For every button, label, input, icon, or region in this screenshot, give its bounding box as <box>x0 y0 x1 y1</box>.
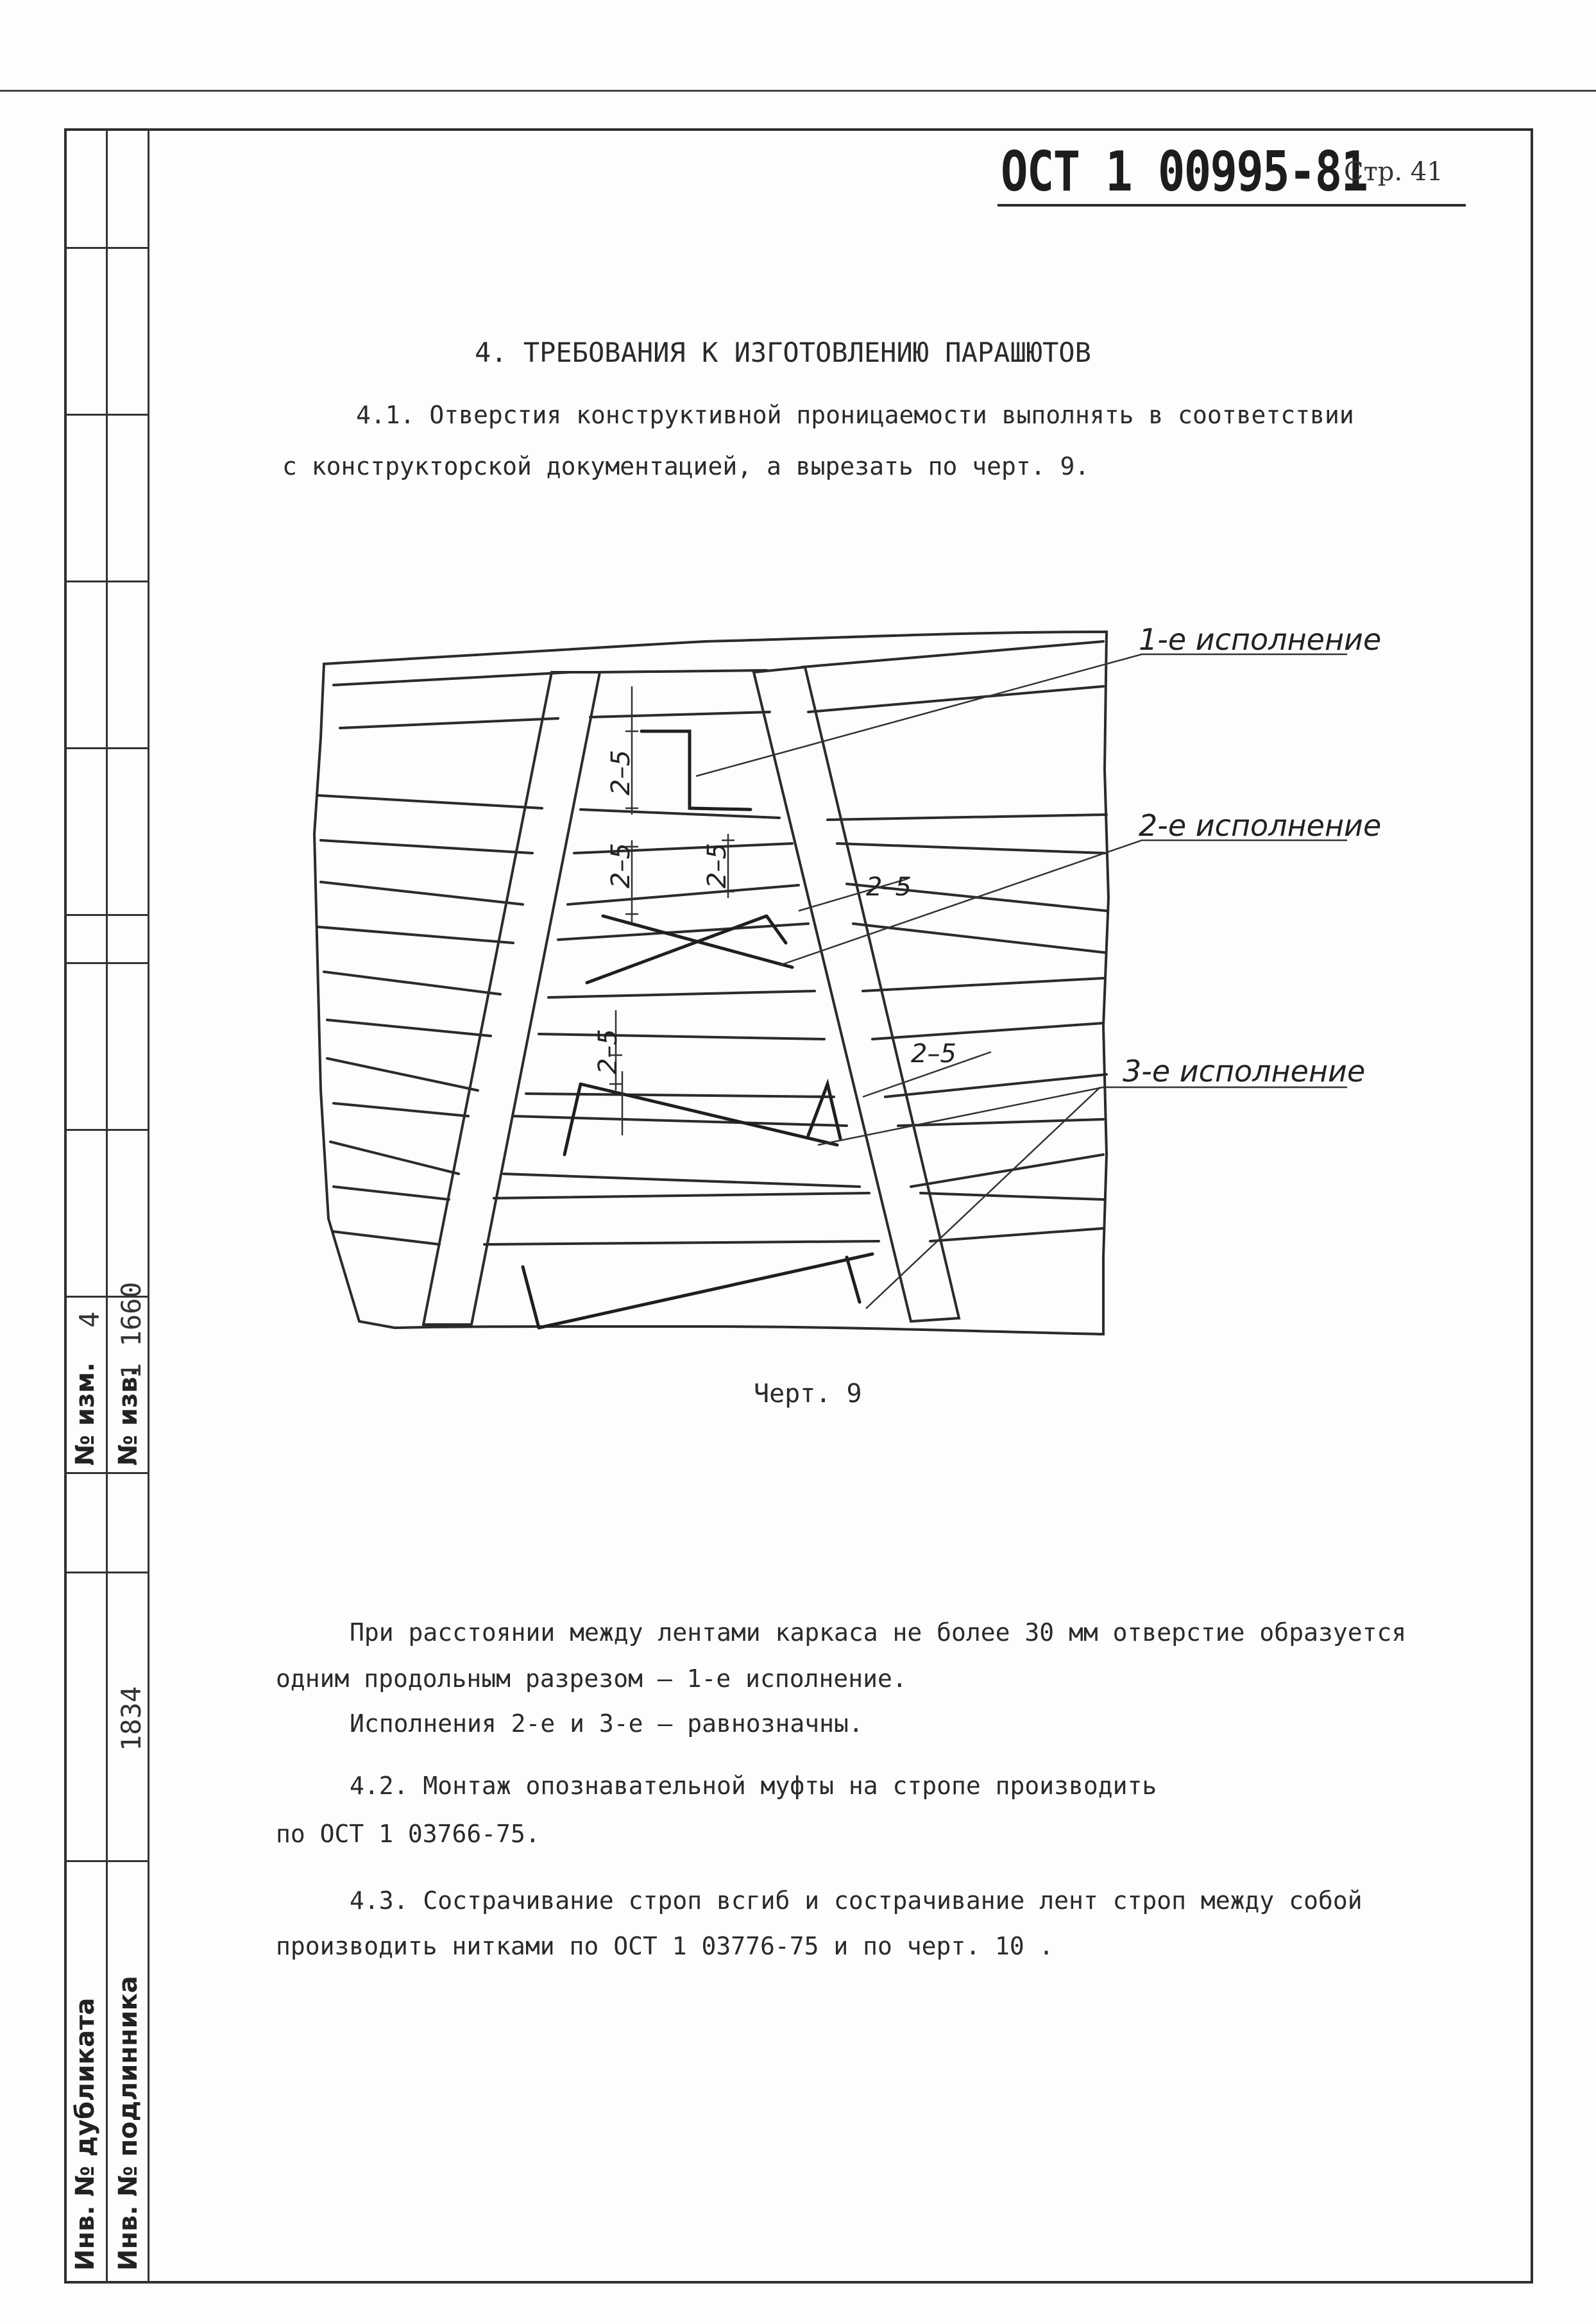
frame-tape <box>330 1142 1103 1187</box>
paragraph-4-1-line-2: с конструкторской документацией, а вырезать по черт. 9. <box>282 452 1090 480</box>
sidebar-izv-label: № изв. <box>114 1367 143 1466</box>
sidebar-inv-orig-value: 1834 <box>115 1686 147 1751</box>
section-heading: 4. ТРЕБОВАНИЯ К ИЗГОТОВЛЕНИЮ ПАРАШЮТОВ <box>475 337 1091 368</box>
sidebar-izv-value: 1 1660 <box>115 1282 147 1379</box>
paragraph-4-1-line-1: 4.1. Отверстия конструктивной проницаемости выполнять в соответствии <box>356 401 1354 429</box>
frame-tape <box>324 972 1103 997</box>
paragraph-2: Исполнения 2-е и 3-е – равнозначны. <box>350 1709 863 1738</box>
sidebar-izm-value: 4 <box>74 1311 105 1328</box>
dim-label: 2–5 <box>593 1029 623 1074</box>
paragraph-1-line-1: При расстоянии между лентами каркаса не более 30 мм отверстие образуется <box>350 1618 1407 1647</box>
dim-label: 2–5 <box>606 750 636 795</box>
dim-label: 2–5 <box>866 872 912 902</box>
leader-line-1 <box>696 654 1347 776</box>
cut-variant-1 <box>641 731 751 809</box>
frame-tape <box>340 686 1103 728</box>
left-strap <box>423 672 600 1325</box>
right-strap <box>754 667 959 1321</box>
frame-tape <box>327 1058 1107 1097</box>
cut-variant-3-lower <box>523 1254 872 1328</box>
figure-caption: Черт. 9 <box>754 1379 862 1409</box>
paragraph-4-2-line-1: 4.2. Монтаж опознавательной муфты на стропе производить <box>350 1772 1157 1800</box>
paragraph-4-3-line-1: 4.3. Сострачивание строп всгиб и сострачивание лент строп между собой <box>350 1886 1363 1915</box>
paragraph-4-3-line-2: производить нитками по ОСТ 1 03776-75 и по черт. 10 . <box>276 1932 1054 1960</box>
sidebar-inv-orig-label: Инв. № подлинника <box>114 1976 143 2271</box>
paragraph-4-2-line-2: по ОСТ 1 03766-75. <box>276 1820 540 1848</box>
dim-label: 2–5 <box>911 1039 956 1069</box>
frame-tape <box>334 1103 1103 1126</box>
figure-label-variant-2: 2-е исполнение <box>1139 808 1382 843</box>
dim-label: 2–5 <box>606 843 636 888</box>
sidebar-inv-dup-label: Инв. № дубликата <box>71 1997 100 2271</box>
frame-tape <box>334 641 1103 685</box>
dim-label: 2–5 <box>702 843 732 888</box>
frame-tape <box>334 1228 1103 1244</box>
figure-label-variant-3: 3-е исполнение <box>1123 1054 1366 1089</box>
figure-label-variant-1: 1-е исполнение <box>1139 622 1382 657</box>
sidebar-izm-label: № изм. <box>71 1362 100 1466</box>
frame-tape <box>327 1020 1103 1039</box>
page-number: Стр. 41 <box>1344 157 1443 187</box>
paragraph-1-line-2: одним продольным разрезом – 1-е исполнение. <box>276 1665 907 1693</box>
document-code: ОСТ 1 00995-81 <box>1001 140 1368 204</box>
